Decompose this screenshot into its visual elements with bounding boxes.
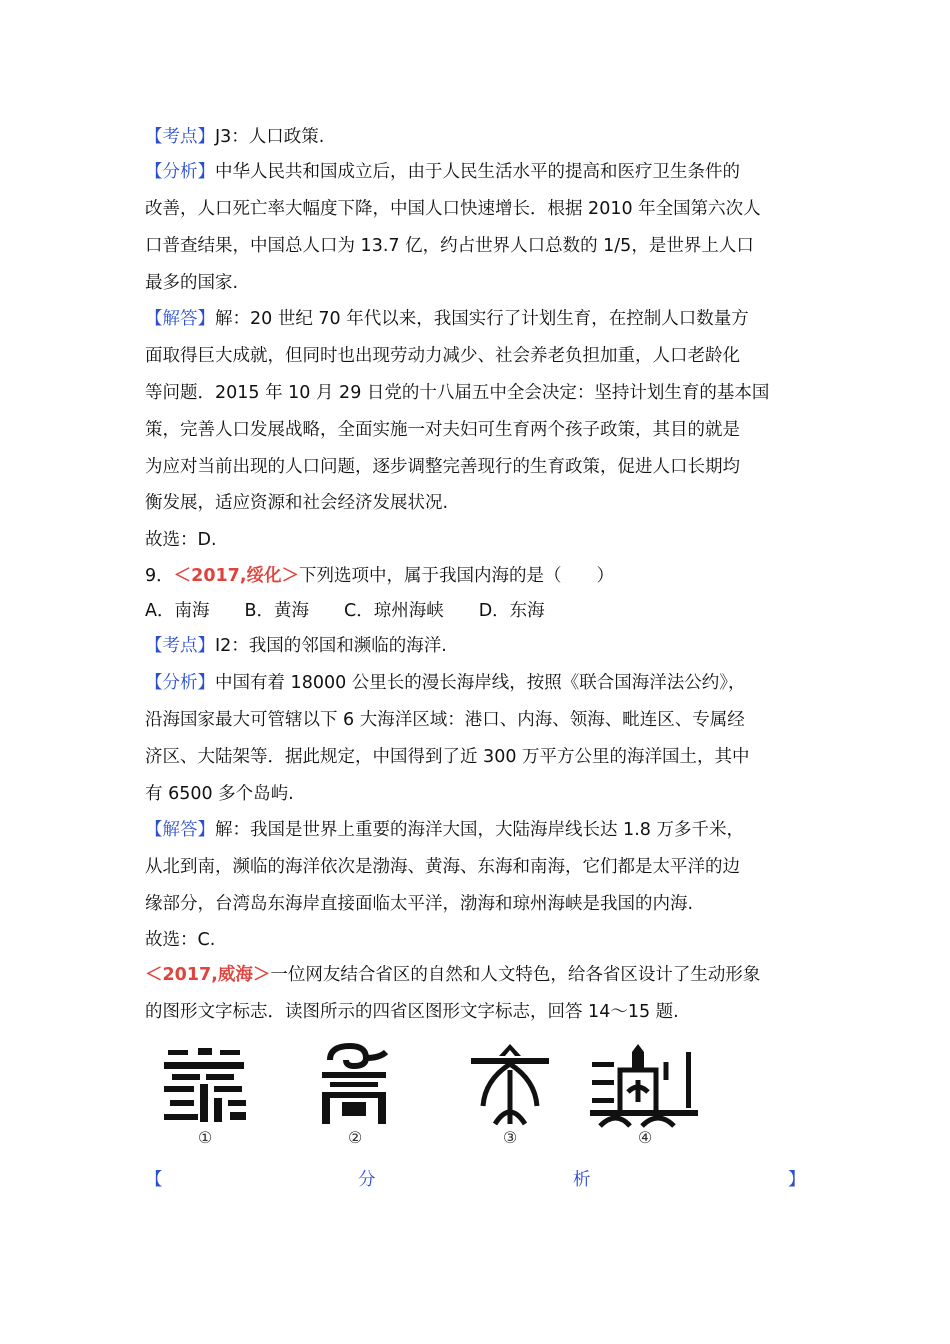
text-line: 为应对当前出现的人口问题，逐步调整完善现行的生育政策，促进人口长期均 xyxy=(145,457,740,477)
logo-2 xyxy=(300,1040,410,1160)
text-line: 缘部分，台湾岛东海岸直接面临太平洋，渤海和琼州海峡是我国的内海. xyxy=(145,894,694,914)
char-xi: 析 xyxy=(573,1170,591,1190)
text-line: 等问题．2015 年 10 月 29 日党的十八届五中全会决定：坚持计划生育的基本国 xyxy=(145,383,770,403)
kaodian-line-1: 【考点】J3：人口政策. xyxy=(145,127,325,147)
fenxi-line-1: 【分析】中华人民共和国成立后，由于人民生活水平的提高和医疗卫生条件的 xyxy=(145,162,740,182)
char-fen: 分 xyxy=(358,1170,376,1190)
logo-1 xyxy=(150,1040,260,1160)
text-line: 沿海国家最大可管辖以下 6 大海洋区域：港口、内海、领海、毗连区、专属经 xyxy=(145,710,745,730)
text-line: 面取得巨大成就，但同时也出现劳动力减少、社会养老负担加重，人口老龄化 xyxy=(145,346,740,366)
question-9: 9．＜2017,绥化＞下列选项中，属于我国内海的是（ ） xyxy=(145,566,614,586)
text-line: 从北到南，濒临的海洋依次是渤海、黄海、东海和南海，它们都是太平洋的边 xyxy=(145,857,740,877)
options-line: A．南海 B．黄海 C．琼州海峡 D．东海 xyxy=(145,601,545,621)
text-line: 的图形文字标志．读图所示的四省区图形文字标志，回答 14～15 题. xyxy=(145,1002,679,1022)
logo-label: ④ xyxy=(637,1128,653,1147)
fenxi-line-2: 【分析】中国有着 18000 公里长的漫长海岸线，按照《联合国海洋法公约》， xyxy=(145,673,746,693)
jieda-line-1: 【解答】解：20 世纪 70 年代以来，我国实行了计划生育，在控制人口数量方 xyxy=(145,309,749,329)
jieda-line-2: 【解答】解：我国是世界上重要的海洋大国，大陆海岸线长达 1.8 万多千米， xyxy=(145,820,744,840)
answer-line: 故选：C. xyxy=(145,930,216,950)
text-line: 策，完善人口发展战略，全面实施一对夫妇可生育两个孩子政策，其目的就是 xyxy=(145,420,740,440)
logo-label: ① xyxy=(197,1128,213,1147)
text-line: 最多的国家. xyxy=(145,273,239,293)
text-line: 改善，人口死亡率大幅度下降，中国人口快速增长．根据 2010 年全国第六次人 xyxy=(145,199,761,219)
question-intro: ＜2017,威海＞一位网友结合省区的自然和人文特色，给各省区设计了生动形象 xyxy=(145,965,761,985)
province-logo-3-icon xyxy=(455,1040,565,1130)
text-line: 口普查结果，中国总人口为 13.7 亿，约占世界人口总数的 1/5，是世界上人口 xyxy=(145,236,754,256)
text-line: 济区、大陆架等．据此规定，中国得到了近 300 万平方公里的海洋国土，其中 xyxy=(145,747,750,767)
logo-label: ③ xyxy=(502,1128,518,1147)
bracket-close: 】 xyxy=(788,1170,806,1190)
bracket-open: 【 xyxy=(145,1170,163,1190)
answer-line: 故选：D. xyxy=(145,530,217,550)
text-line: 有 6500 多个岛屿. xyxy=(145,784,294,804)
logo-3 xyxy=(455,1040,565,1160)
province-logo-4-icon xyxy=(590,1040,700,1130)
province-logo-2-icon xyxy=(300,1040,410,1130)
text-line: 衡发展，适应资源和社会经济发展状况. xyxy=(145,493,449,513)
logo-label: ② xyxy=(347,1128,363,1147)
logo-4 xyxy=(590,1040,700,1160)
tibet-logo-icon xyxy=(150,1040,260,1130)
kaodian-line-2: 【考点】I2：我国的邻国和濒临的海洋. xyxy=(145,636,447,656)
province-logos-figure xyxy=(150,1040,710,1160)
